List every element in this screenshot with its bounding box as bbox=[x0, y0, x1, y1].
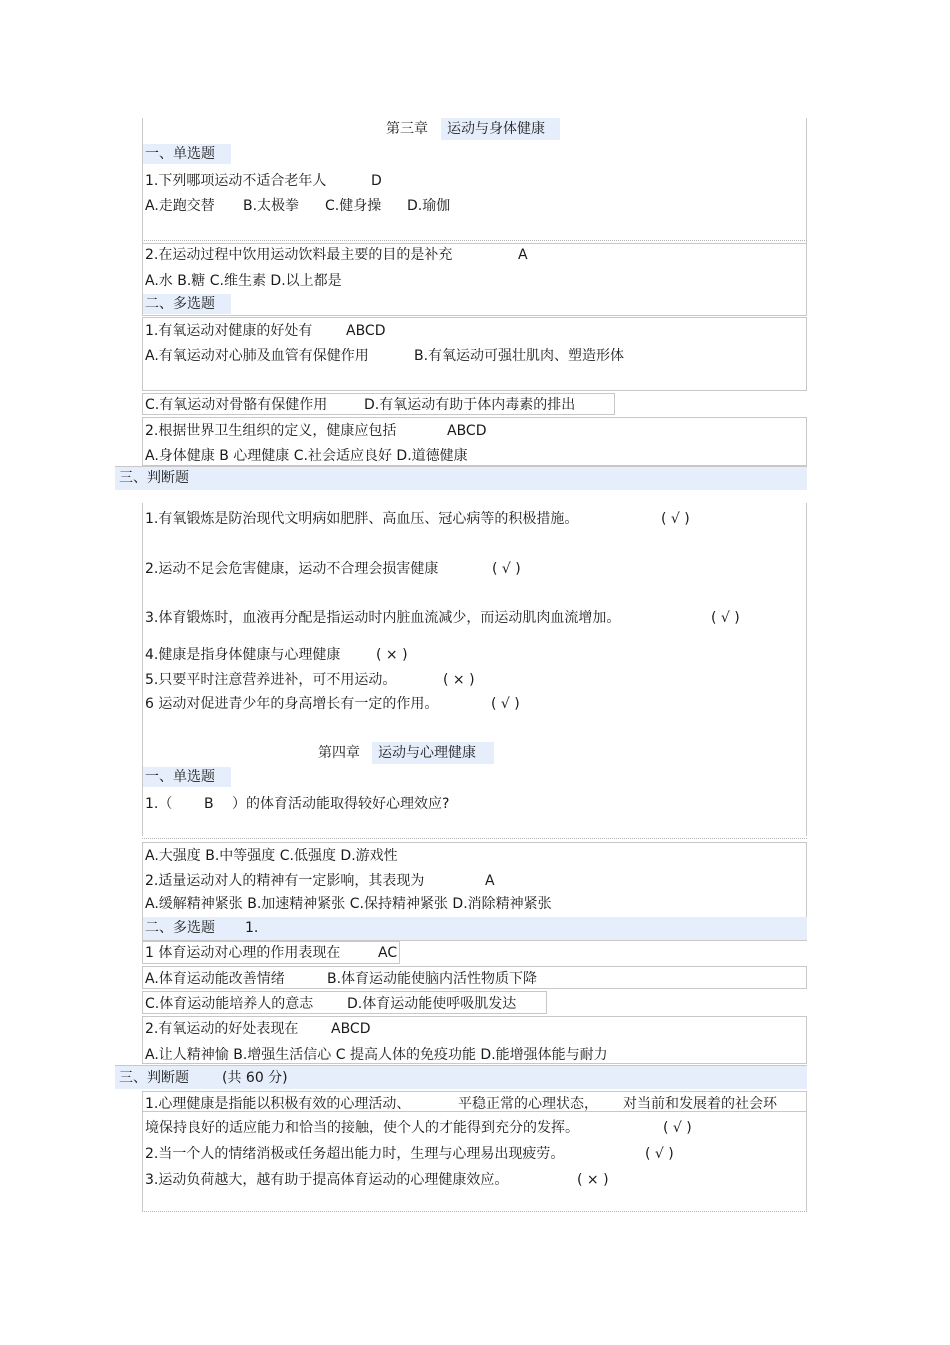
question-text: 1.有氧运动对健康的好处有 bbox=[145, 323, 313, 339]
divider bbox=[115, 1065, 807, 1066]
verdict: ( √ ) bbox=[491, 696, 520, 712]
section-highlight bbox=[115, 1065, 807, 1089]
answer: ABCD bbox=[346, 323, 386, 339]
statement: 2.当一个人的情绪消极或任务超出能力时，生理与心理易出现疲劳。 bbox=[145, 1146, 565, 1162]
option: D.体育运动能使呼吸肌发达 bbox=[347, 996, 517, 1012]
chapter4-title: 运动与心理健康 bbox=[378, 745, 476, 761]
border-line bbox=[142, 118, 143, 243]
option: A.有氧运动对心肺及血管有保健作用 bbox=[145, 348, 369, 364]
question-text: 1.（ bbox=[145, 796, 173, 812]
statement: 1.心理健康是指能以积极有效的心理活动、 bbox=[145, 1096, 411, 1112]
answer: A bbox=[485, 873, 495, 889]
section-score: (共 60 分) bbox=[222, 1070, 288, 1086]
verdict: ( √ ) bbox=[663, 1120, 692, 1136]
question-text: 2.有氧运动的好处表现在 bbox=[145, 1021, 299, 1037]
divider bbox=[115, 466, 807, 467]
option-line: A.身体健康 B 心理健康 C.社会适应良好 D.道德健康 bbox=[145, 448, 468, 464]
chapter4-label: 第四章 bbox=[318, 745, 360, 761]
question-text: 1 体育运动对心理的作用表现在 bbox=[145, 945, 341, 961]
verdict: ( √ ) bbox=[711, 610, 740, 626]
statement: 平稳正常的心理状态， bbox=[458, 1096, 598, 1112]
option: D.有氧运动有助于体内毒素的排出 bbox=[364, 397, 576, 413]
border-line bbox=[806, 1112, 807, 1212]
option-line: A.缓解精神紧张 B.加速精神紧张 C.保持精神紧张 D.消除精神紧张 bbox=[145, 896, 552, 912]
option: B.有氧运动可强壮肌肉、塑造形体 bbox=[414, 348, 625, 364]
question-text: 2.在运动过程中饮用运动饮料最主要的目的是补充 bbox=[145, 247, 453, 263]
section-highlight bbox=[143, 917, 807, 940]
question-text: 2.适量运动对人的精神有一定影响，其表现为 bbox=[145, 873, 425, 889]
verdict: ( √ ) bbox=[661, 511, 690, 527]
statement: 1.有氧锻炼是防治现代文明病如肥胖、高血压、冠心病等的积极措施。 bbox=[145, 511, 579, 527]
statement: 3.体育锻炼时，血液再分配是指运动时内脏血流减少，而运动肌肉血流增加。 bbox=[145, 610, 621, 626]
statement: 境保持良好的适应能力和恰当的接触，使个人的才能得到充分的发挥。 bbox=[145, 1120, 579, 1136]
verdict: ( × ) bbox=[376, 647, 408, 663]
question-text: ）的体育活动能取得较好心理效应? bbox=[232, 796, 450, 812]
section-multi-choice: 二、多选题 bbox=[145, 920, 215, 936]
answer: ABCD bbox=[447, 423, 487, 439]
section-single-choice: 一、单选题 bbox=[145, 146, 215, 162]
statement: 3.运动负荷越大，越有助于提高体育运动的心理健康效应。 bbox=[145, 1172, 509, 1188]
answer: D bbox=[371, 173, 382, 189]
statement: 6 运动对促进青少年的身高增长有一定的作用。 bbox=[145, 696, 439, 712]
chapter3-label: 第三章 bbox=[386, 121, 428, 137]
option: C.健身操 bbox=[325, 198, 382, 214]
statement: 4.健康是指身体健康与心理健康 bbox=[145, 647, 341, 663]
answer: ABCD bbox=[331, 1021, 371, 1037]
question-text: 2.根据世界卫生组织的定义，健康应包括 bbox=[145, 423, 397, 439]
border-line bbox=[142, 1112, 143, 1212]
section-judgement: 三、判断题 bbox=[119, 1070, 189, 1086]
option-line: A.让人精神愉 B.增强生活信心 C 提高人体的免疫功能 D.能增强体能与耐力 bbox=[145, 1047, 608, 1063]
option-line: A.水 B.糖 C.维生素 D.以上都是 bbox=[145, 273, 342, 289]
section-highlight bbox=[115, 466, 807, 490]
divider bbox=[142, 240, 807, 241]
answer: A bbox=[518, 247, 528, 263]
option: C.体育运动能培养人的意志 bbox=[145, 996, 314, 1012]
option: B.太极拳 bbox=[243, 198, 300, 214]
verdict: ( √ ) bbox=[645, 1146, 674, 1162]
section-single-choice: 一、单选题 bbox=[145, 769, 215, 785]
statement: 对当前和发展着的社会环 bbox=[623, 1096, 777, 1112]
option: A.体育运动能改善情绪 bbox=[145, 971, 285, 987]
border-line bbox=[806, 503, 807, 836]
verdict: ( √ ) bbox=[492, 561, 521, 577]
verdict: ( × ) bbox=[577, 1172, 609, 1188]
option: C.有氧运动对骨骼有保健作用 bbox=[145, 397, 328, 413]
option: B.体育运动能使脑内活性物质下降 bbox=[327, 971, 538, 987]
answer: B bbox=[204, 796, 214, 812]
question-text: 1.下列哪项运动不适合老年人 bbox=[145, 173, 327, 189]
statement: 5.只要平时注意营养进补，可不用运动。 bbox=[145, 672, 397, 688]
option: A.走跑交替 bbox=[145, 198, 215, 214]
chapter3-title: 运动与身体健康 bbox=[447, 121, 545, 137]
section-judgement: 三、判断题 bbox=[119, 470, 189, 486]
option-line: A.大强度 B.中等强度 C.低强度 D.游戏性 bbox=[145, 848, 398, 864]
verdict: ( × ) bbox=[443, 672, 475, 688]
statement: 2.运动不足会危害健康，运动不合理会损害健康 bbox=[145, 561, 439, 577]
option: D.瑜伽 bbox=[407, 198, 451, 214]
answer: AC bbox=[378, 945, 398, 961]
divider bbox=[142, 1211, 807, 1212]
divider bbox=[142, 838, 807, 839]
section-multi-choice: 二、多选题 bbox=[145, 296, 215, 312]
border-line bbox=[806, 118, 807, 243]
section-tail: 1. bbox=[245, 920, 259, 936]
